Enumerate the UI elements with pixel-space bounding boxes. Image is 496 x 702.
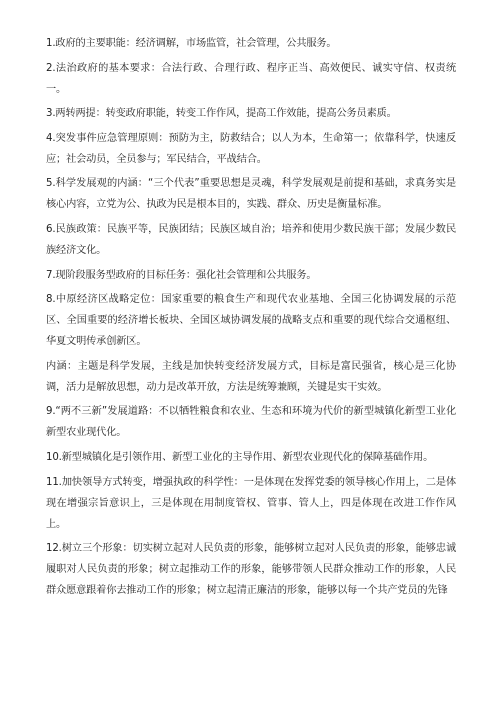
paragraph-3: 3.两转两提：转变政府职能，转变工作作风，提高工作效能，提高公务员素质。	[46, 108, 397, 120]
paragraph-1: 1.政府的主要职能：经济调解，市场监管，社会管理，公共服务。	[46, 38, 337, 49]
paragraph-7: 7.现阶段服务型政府的目标任务：强化社会管理和公共服务。	[46, 269, 317, 281]
paragraph-2: 2.法治政府的基本要求：合法行政、合理行政、程序正当、高效便民、诚实守信、权责统一。	[46, 62, 456, 95]
paragraph-4: 4.突发事件应急管理原则：预防为主，防救结合；以人为本，生命第一；依靠科学，快速反应；社会动员，全员参与；军民结合，平战结合。	[46, 132, 456, 165]
paragraph-8-connotation: 内涵：主题是科学发展，主线是加快转变经济发展方式，目标是富民强省，核心是三化协调，活力是解放思想，动力是改革开放，方法是统筹兼顾，关键是实干实效。	[46, 360, 456, 393]
paragraph-12: 12.树立三个形象：切实树立起对人民负责的形象，能够树立起对人民负责的形象，能够忠诚履职对人民负责的形象；树立起推动工作的形象，能够带领人民群众推动工作的形象，人民群众愿意跟着你去推动工作的形象；树立起清正廉洁的形象，能够以每一个共产党员的先锋	[46, 543, 456, 597]
paragraph-9: 9.“两不三新”发展道路：不以牺牲粮食和农业、生态和环境为代价的新型城镇化新型工业化新型农业现代化。	[46, 406, 456, 439]
paragraph-10: 10.新型城镇化是引领作用、新型工业化的主导作用、新型农业现代化的保障基础作用。	[46, 451, 434, 463]
paragraph-8: 8.中原经济区战略定位：国家重要的粮食生产和现代农业基地、全国三化协调发展的示范区、全国重要的经济增长板块、全国区域协调发展的战略支点和重要的现代综合交通枢纽、华夏文明传承创新区。	[46, 294, 456, 348]
paragraph-6: 6.民族政策：民族平等，民族团结；民族区域自治；培养和使用少数民族干部；发展少数民族经济文化。	[46, 223, 456, 256]
paragraph-5: 5.科学发展观的内涵：“三个代表”重要思想是灵魂，科学发展观是前提和基础，求真务实是核心内容，立党为公、执政为民是根本目的，实践、群众、历史是衡量标准。	[46, 178, 456, 211]
document-page	[46, 33, 456, 605]
paragraph-11: 11.加快领导方式转变，增强执政的科学性：一是体现在发挥党委的领导核心作用上，二是体现在增强宗旨意识上，三是体现在用制度管权、管事、管人上，四是体现在改进工作作风上。	[46, 476, 456, 530]
